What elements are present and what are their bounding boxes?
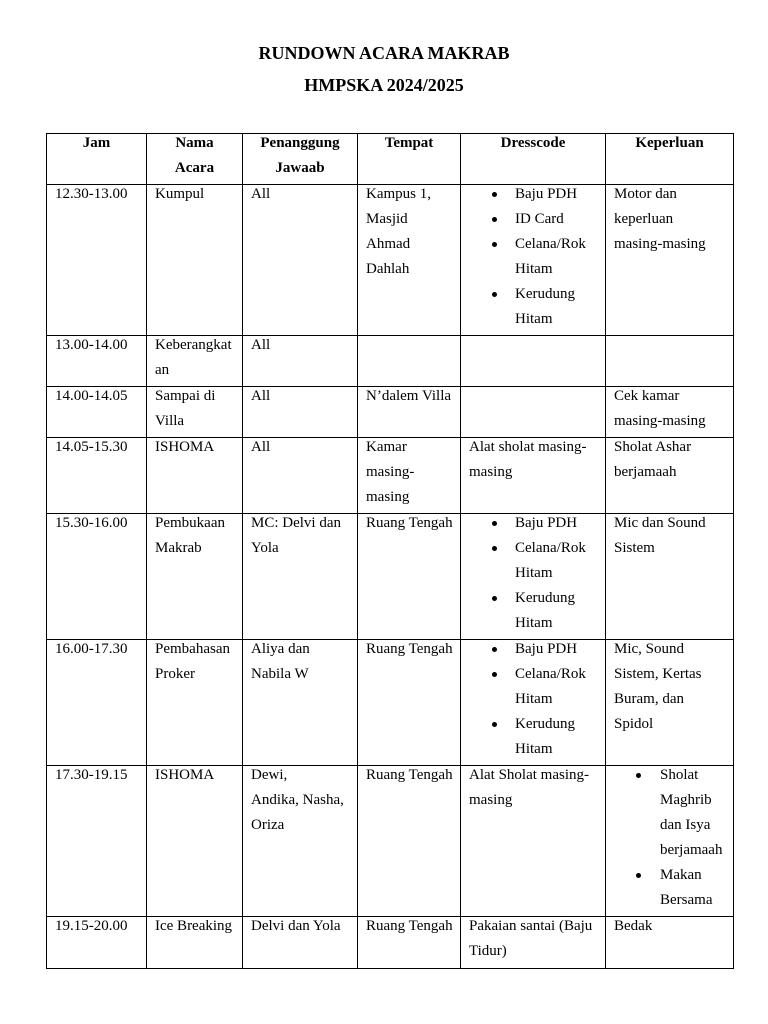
- bullet-icon: [636, 773, 641, 778]
- needs-cell: [606, 917, 734, 969]
- dresscode-list: [469, 514, 598, 637]
- person-in-charge-text: Delvi dan Yola: [251, 918, 341, 934]
- dresscode-cell: [461, 917, 606, 969]
- person-in-charge-cell: [243, 185, 358, 336]
- table-row: [47, 336, 734, 387]
- needs-cell: [606, 336, 734, 387]
- event-name-cell: [147, 387, 243, 438]
- person-in-charge-text: Dewi, Andika, Nasha, Oriza: [251, 767, 344, 833]
- header-needs: [606, 134, 734, 185]
- bullet-icon: [492, 546, 497, 551]
- list-item-text: Kerudung Hitam: [515, 286, 575, 327]
- list-item: [469, 514, 598, 537]
- dresscode-cell: [461, 438, 606, 514]
- list-item-text: Baju PDH: [515, 186, 578, 202]
- dresscode-list: [469, 185, 598, 333]
- event-name-cell: [147, 185, 243, 336]
- document-title: RUNDOWN ACARA MAKRAB: [258, 43, 510, 63]
- list-item: [469, 536, 598, 586]
- table-row: [47, 514, 734, 640]
- needs-text: Cek kamar masing-masing: [614, 388, 706, 429]
- list-item-text: Makan Bersama: [660, 867, 713, 908]
- event-name-text: Pembukaan Makrab: [155, 515, 225, 556]
- header-venue-label: Tempat: [384, 135, 434, 151]
- table-row: [47, 766, 734, 917]
- table-row: [47, 640, 734, 766]
- event-name-text: ISHOMA: [155, 767, 215, 783]
- bullet-icon: [492, 292, 497, 297]
- table-body: [47, 185, 734, 969]
- dresscode-list: [469, 640, 598, 763]
- time-text: 14.00-14.05: [55, 388, 128, 404]
- person-in-charge-text: All: [251, 439, 271, 455]
- time-text: 19.15-20.00: [55, 918, 128, 934]
- venue-text: Kamar masing-masing: [366, 439, 415, 505]
- list-item-text: Celana/Rok Hitam: [515, 540, 586, 581]
- list-item: [614, 863, 724, 913]
- dresscode-cell: [461, 387, 606, 438]
- event-name-cell: [147, 438, 243, 514]
- needs-text: Bedak: [614, 918, 653, 934]
- event-name-text: Keberangkatan: [155, 337, 232, 378]
- venue-text: Ruang Tengah: [366, 515, 453, 531]
- person-in-charge-cell: [243, 438, 358, 514]
- venue-cell: [358, 438, 461, 514]
- time-text: 15.30-16.00: [55, 515, 128, 531]
- needs-text: Mic dan Sound Sistem: [614, 515, 706, 556]
- event-name-text: Pembahasan Proker: [155, 641, 230, 682]
- bullet-icon: [636, 873, 641, 878]
- time-cell: [47, 640, 147, 766]
- list-item: [614, 766, 724, 864]
- header-dresscode-label: Dresscode: [500, 135, 566, 151]
- time-cell: [47, 185, 147, 336]
- venue-text: Kampus 1, Masjid Ahmad Dahlah: [366, 186, 431, 277]
- list-item-text: Kerudung Hitam: [515, 590, 575, 631]
- list-item: [469, 207, 598, 232]
- person-in-charge-cell: [243, 640, 358, 766]
- person-in-charge-text: Aliya dan Nabila W: [251, 641, 310, 682]
- venue-text: Ruang Tengah: [366, 767, 453, 783]
- venue-cell: [358, 917, 461, 969]
- table-row: [47, 387, 734, 438]
- header-time-label: Jam: [82, 135, 111, 151]
- list-item: [469, 640, 598, 663]
- list-item-text: ID Card: [515, 211, 564, 227]
- list-item-text: Baju PDH: [515, 515, 578, 531]
- header-venue: [358, 134, 461, 185]
- list-item: [469, 282, 598, 332]
- list-item: [469, 586, 598, 636]
- event-name-text: Sampai di Villa: [155, 388, 216, 429]
- event-name-text: Ice Breaking: [155, 918, 233, 934]
- bullet-icon: [492, 647, 497, 652]
- needs-cell: [606, 640, 734, 766]
- event-name-cell: [147, 514, 243, 640]
- bullet-icon: [492, 242, 497, 247]
- event-name-cell: [147, 336, 243, 387]
- table-row: [47, 185, 734, 336]
- list-item-text: Baju PDH: [515, 641, 578, 657]
- person-in-charge-cell: [243, 514, 358, 640]
- list-item: [469, 232, 598, 282]
- venue-cell: [358, 514, 461, 640]
- venue-cell: [358, 185, 461, 336]
- dresscode-text: Alat sholat masing-masing: [469, 439, 587, 480]
- event-name-cell: [147, 917, 243, 969]
- dresscode-cell: [461, 640, 606, 766]
- needs-list: [614, 766, 724, 914]
- person-in-charge-text: All: [251, 388, 271, 404]
- needs-cell: [606, 438, 734, 514]
- time-cell: [47, 514, 147, 640]
- needs-text: Mic, Sound Sistem, Kertas Buram, dan Spidol: [614, 641, 702, 732]
- person-in-charge-text: All: [251, 186, 271, 202]
- document-subtitle: HMPSKA 2024/2025: [304, 75, 464, 95]
- dresscode-cell: [461, 336, 606, 387]
- bullet-icon: [492, 672, 497, 677]
- time-cell: [47, 766, 147, 917]
- dresscode-text: Pakaian santai (Baju Tidur): [469, 918, 593, 959]
- venue-text: Ruang Tengah: [366, 918, 453, 934]
- needs-text: Motor dan keperluan masing-masing: [614, 186, 706, 252]
- time-cell: [47, 336, 147, 387]
- venue-cell: [358, 766, 461, 917]
- header-time: [47, 134, 147, 185]
- time-text: 14.05-15.30: [55, 439, 128, 455]
- list-item-text: Celana/Rok Hitam: [515, 236, 586, 277]
- person-in-charge-cell: [243, 766, 358, 917]
- header-needs-label: Keperluan: [635, 135, 704, 151]
- time-text: 12.30-13.00: [55, 186, 128, 202]
- dresscode-cell: [461, 766, 606, 917]
- event-name-cell: [147, 766, 243, 917]
- bullet-icon: [492, 521, 497, 526]
- list-item: [469, 662, 598, 712]
- rundown-table: [46, 133, 734, 969]
- table-row: [47, 438, 734, 514]
- needs-cell: [606, 766, 734, 917]
- header-event-name-label: Nama Acara: [174, 135, 215, 176]
- header-row: [47, 134, 734, 185]
- header-dresscode: [461, 134, 606, 185]
- time-text: 16.00-17.30: [55, 641, 128, 657]
- venue-cell: [358, 640, 461, 766]
- time-text: 13.00-14.00: [55, 337, 128, 353]
- dresscode-cell: [461, 514, 606, 640]
- time-text: 17.30-19.15: [55, 767, 128, 783]
- person-in-charge-cell: [243, 387, 358, 438]
- needs-cell: [606, 514, 734, 640]
- table-row: [47, 917, 734, 969]
- venue-text: N’dalem Villa: [366, 388, 452, 404]
- dresscode-text: Alat Sholat masing-masing: [469, 767, 589, 808]
- needs-text: Sholat Ashar berjamaah: [614, 439, 692, 480]
- bullet-icon: [492, 722, 497, 727]
- needs-cell: [606, 387, 734, 438]
- list-item: [469, 712, 598, 762]
- bullet-icon: [492, 192, 497, 197]
- dresscode-cell: [461, 185, 606, 336]
- person-in-charge-text: MC: Delvi dan Yola: [251, 515, 341, 556]
- event-name-text: Kumpul: [155, 186, 205, 202]
- event-name-cell: [147, 640, 243, 766]
- venue-text: Ruang Tengah: [366, 641, 453, 657]
- header-person-in-charge-label: Penanggung Jawaab: [260, 135, 340, 176]
- venue-cell: [358, 387, 461, 438]
- header-event-name: [147, 134, 243, 185]
- document-heading: [0, 37, 768, 101]
- time-cell: [47, 438, 147, 514]
- time-cell: [47, 387, 147, 438]
- list-item: [469, 185, 598, 208]
- list-item-text: Sholat Maghrib dan Isya berjamaah: [660, 767, 723, 858]
- needs-cell: [606, 185, 734, 336]
- event-name-text: ISHOMA: [155, 439, 215, 455]
- person-in-charge-cell: [243, 917, 358, 969]
- time-cell: [47, 917, 147, 969]
- header-person-in-charge: [243, 134, 358, 185]
- list-item-text: Celana/Rok Hitam: [515, 666, 586, 707]
- person-in-charge-text: All: [251, 337, 271, 353]
- list-item-text: Kerudung Hitam: [515, 716, 575, 757]
- bullet-icon: [492, 596, 497, 601]
- bullet-icon: [492, 217, 497, 222]
- person-in-charge-cell: [243, 336, 358, 387]
- venue-cell: [358, 336, 461, 387]
